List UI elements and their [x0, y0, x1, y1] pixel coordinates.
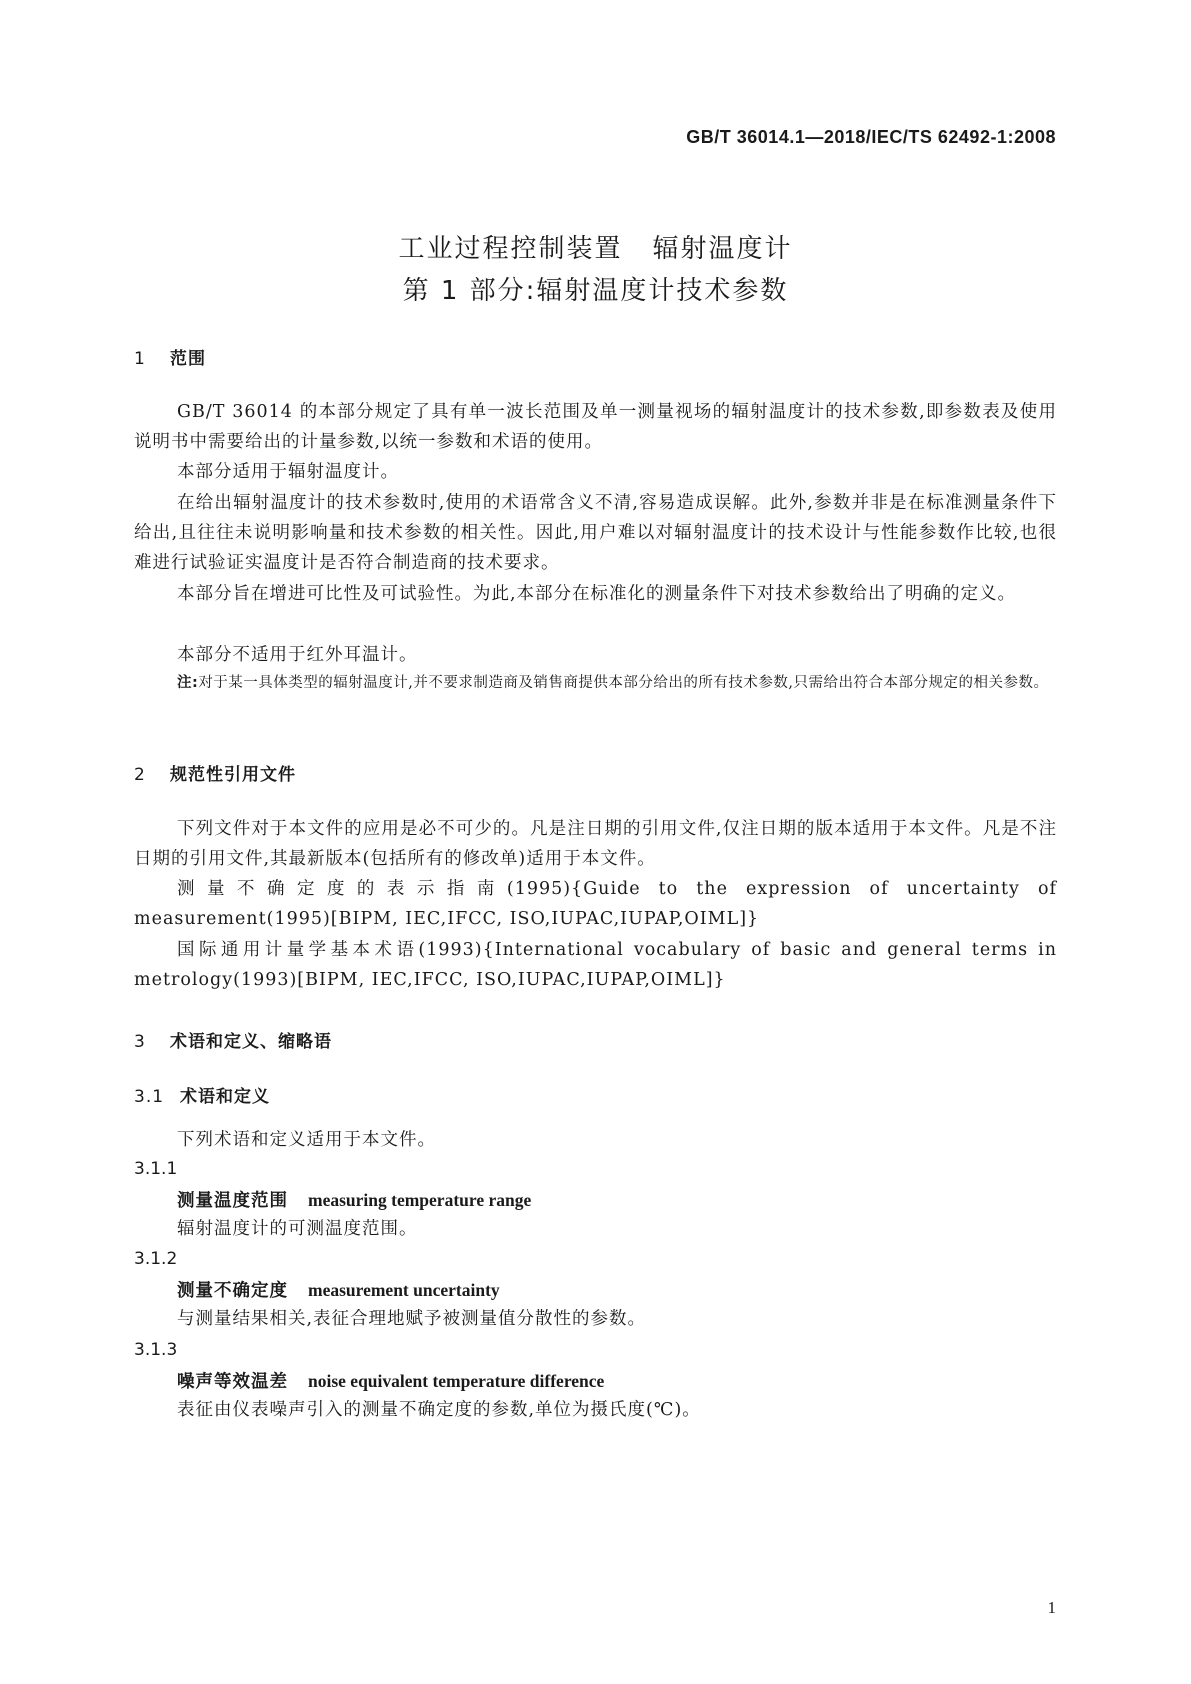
term-title — [177, 1368, 604, 1393]
section-title: 规范性引用文件 — [170, 765, 296, 785]
note-text: 对于某一具体类型的辐射温度计,并不要求制造商及销售商提供本部分给出的所有技术参数,只需给出符合本部分规定的相关参数。 — [198, 675, 1049, 691]
title-line-2: 第 1 部分:辐射温度计技术参数 — [402, 276, 789, 306]
term-zh: 测量温度范围 — [177, 1191, 288, 1211]
title-part-a: 工业过程控制装置 — [398, 234, 623, 264]
standard-code: GB/T 36014.1—2018/IEC/TS 62492-1:2008 — [686, 127, 1056, 147]
term-zh: 噪声等效温差 — [177, 1372, 288, 1392]
term-definition: 与测量结果相关,表征合理地赋予被测量值分散性的参数。 — [177, 1309, 647, 1329]
term-title — [177, 1187, 531, 1212]
paragraph: 在给出辐射温度计的技术参数时,使用的术语常含义不清,容易造成误解。此外,参数并非是在标准测量条件下给出,且往往未说明影响量和技术参数的相关性。因此,用户难以对辐射温度计的技术设计与性能参数作比较,也很难进行试验证实温度计是否符合制造商的技术要求。 — [134, 493, 1057, 573]
note-label: 注: — [177, 675, 199, 691]
title-line-1 — [0, 228, 1191, 265]
section-title: 术语和定义、缩略语 — [170, 1032, 332, 1052]
section-1-heading — [134, 344, 206, 369]
term-en: noise equivalent temperature difference — [308, 1371, 605, 1391]
section-number: 3 — [134, 1032, 146, 1052]
term-definition: 表征由仪表噪声引入的测量不确定度的参数,单位为摄氏度(℃)。 — [177, 1400, 701, 1420]
paragraph: 本部分不适用于红外耳温计。 — [177, 645, 418, 665]
paragraph: GB/T 36014 的本部分规定了具有单一波长范围及单一测量视场的辐射温度计的技术参数,即参数表及使用说明书中需要给出的计量参数,以统一参数和术语的使用。 — [134, 402, 1057, 452]
term-definition: 辐射温度计的可测温度范围。 — [177, 1219, 418, 1239]
paragraph: 下列文件对于本文件的应用是必不可少的。凡是注日期的引用文件,仅注日期的版本适用于本文件。凡是不注日期的引用文件,其最新版本(包括所有的修改单)适用于本文件。 — [134, 819, 1057, 869]
section-2-heading — [134, 760, 296, 785]
reference-entry: 测量不确定度的表示指南(1995){Guide to the expression of uncertainty of measurement(1995)[BIPM, IEC,IFCC, ISO,IUPAC,IUPAP,OIML]} — [134, 879, 1057, 929]
term-number: 3.1.1 — [134, 1159, 178, 1179]
paragraph: 本部分适用于辐射温度计。 — [177, 462, 399, 482]
subsection-title: 术语和定义 — [180, 1087, 270, 1107]
note — [177, 671, 1093, 696]
term-title — [177, 1277, 500, 1302]
term-en: measurement uncertainty — [308, 1280, 500, 1300]
paragraph: 下列术语和定义适用于本文件。 — [177, 1130, 436, 1150]
subsection-number: 3.1 — [134, 1087, 165, 1107]
section-title: 范围 — [170, 349, 206, 369]
section-3-heading — [134, 1027, 332, 1052]
subsection-3-1-heading — [134, 1082, 270, 1107]
term-number: 3.1.3 — [134, 1340, 178, 1360]
term-number: 3.1.2 — [134, 1249, 178, 1269]
section-number: 2 — [134, 765, 146, 785]
title-part-b: 辐射温度计 — [652, 234, 793, 264]
paragraph: 本部分旨在增进可比性及可试验性。为此,本部分在标准化的测量条件下对技术参数给出了明确的定义。 — [177, 584, 1017, 604]
section-number: 1 — [134, 349, 146, 369]
reference-entry: 国际通用计量学基本术语(1993){International vocabulary of basic and general terms in metrology(1993)[BIPM, IEC,IFCC, ISO,IUPAC,IUPAP,OIML]} — [134, 940, 1057, 990]
term-en: measuring temperature range — [308, 1190, 532, 1210]
page-number: 1 — [1047, 1598, 1056, 1617]
term-zh: 测量不确定度 — [177, 1281, 288, 1301]
